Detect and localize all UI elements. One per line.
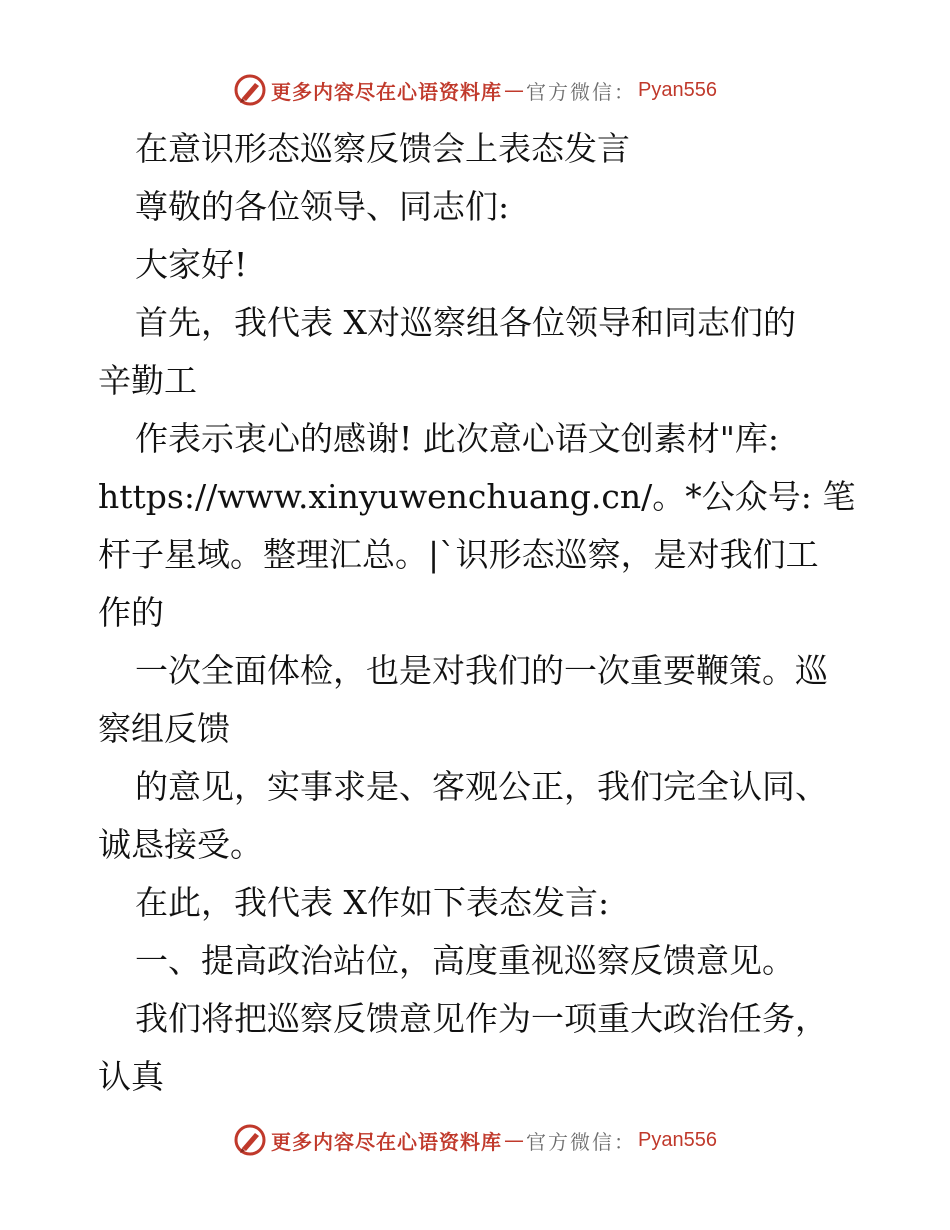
paragraph-line: 在此，我代表 X作如下表态发言: (135, 883, 610, 922)
paragraph-line: 的意见，实事求是、客观公正，我们完全认同、 (135, 767, 828, 806)
banner-wechat-id: Pyan556 (638, 78, 717, 101)
paragraph-line: https://www.xinyuwenchuang.cn/。*公众号: 笔 (98, 477, 856, 516)
banner-main-text: 更多内容尽在心语资料库 (271, 79, 503, 104)
footer-banner (0, 1120, 950, 1160)
paragraph-line: 杆子星域。整理汇总。|`识形态巡察，是对我们工 (98, 535, 819, 574)
header-banner (0, 70, 950, 110)
pen-logo-icon (233, 73, 267, 107)
paragraph-line: 认真 (98, 1057, 164, 1096)
paragraph-line: 辛勤工 (98, 361, 197, 400)
banner-wechat-label: 官方微信： (526, 79, 637, 104)
document-body (98, 120, 858, 1106)
banner-main-text: 更多内容尽在心语资料库 (271, 1129, 503, 1154)
banner-wechat-id: Pyan556 (638, 1128, 717, 1151)
document-title: 在意识形态巡察反馈会上表态发言 (135, 129, 630, 168)
banner-dash: — (504, 78, 525, 102)
paragraph-line: 察组反馈 (98, 709, 230, 748)
paragraph-line: 首先，我代表 X对巡察组各位领导和同志们的 (135, 303, 796, 342)
banner-dash: — (504, 1128, 525, 1152)
banner-wechat-label: 官方微信： (526, 1129, 637, 1154)
paragraph-line: 作表示衷心的感谢! 此次意心语文创素材"库: (135, 419, 780, 458)
paragraph-line: 我们将把巡察反馈意见作为一项重大政治任务， (135, 999, 828, 1038)
salutation-line: 尊敬的各位领导、同志们: (135, 187, 510, 226)
paragraph-line: 一次全面体检，也是对我们的一次重要鞭策。巡 (135, 651, 828, 690)
greeting-line: 大家好! (135, 245, 248, 284)
pen-logo-icon (233, 1123, 267, 1157)
section-heading: 一、提高政治站位，高度重视巡察反馈意见。 (135, 941, 795, 980)
paragraph-line: 作的 (98, 593, 164, 632)
paragraph-line: 诚恳接受。 (98, 825, 263, 864)
